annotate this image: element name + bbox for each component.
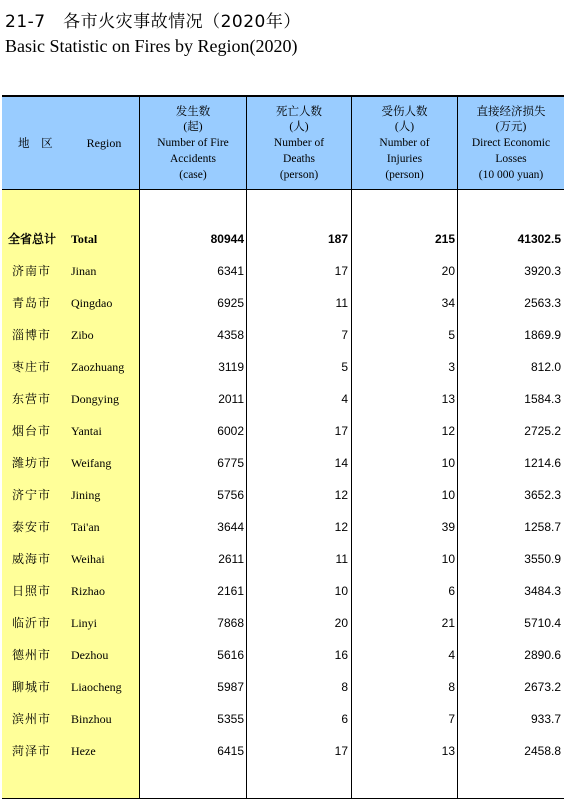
table-row bbox=[2, 607, 564, 639]
header-losses-unit-en: (10 000 yuan) bbox=[478, 169, 544, 181]
region-name-en: Weihai bbox=[71, 552, 105, 566]
header-losses-unit-cn: (万元) bbox=[495, 121, 527, 133]
table-row bbox=[2, 543, 564, 575]
deaths-value: 17 bbox=[334, 744, 348, 758]
injuries-value: 6 bbox=[448, 584, 455, 598]
header-deaths-en1: Number of bbox=[273, 137, 325, 149]
header-deaths-cn: 死亡人数 bbox=[276, 104, 322, 118]
header-losses-en2: Losses bbox=[495, 153, 527, 165]
header-fires-cn: 发生数 bbox=[175, 104, 211, 118]
deaths-value: 11 bbox=[335, 552, 348, 566]
table-row bbox=[2, 671, 564, 703]
deaths-value: 12 bbox=[334, 520, 348, 534]
injuries-value: 215 bbox=[434, 232, 455, 246]
fires-value: 80944 bbox=[210, 232, 244, 246]
fires-value: 6925 bbox=[217, 296, 244, 310]
deaths-value: 5 bbox=[341, 360, 348, 374]
region-name-en: Zibo bbox=[71, 328, 94, 342]
header-fires-unit-cn: (起) bbox=[183, 121, 203, 133]
deaths-value: 12 bbox=[334, 488, 348, 502]
region-name-en: Dezhou bbox=[71, 648, 109, 662]
table-header bbox=[2, 97, 564, 190]
table-row bbox=[2, 703, 564, 735]
injuries-value: 10 bbox=[441, 488, 455, 502]
region-name-cn: 青岛市 bbox=[12, 296, 52, 310]
injuries-value: 13 bbox=[441, 744, 455, 758]
losses-value: 3484.3 bbox=[524, 584, 561, 598]
fires-value: 2611 bbox=[218, 552, 244, 566]
deaths-value: 7 bbox=[341, 328, 348, 342]
region-name-en: Weifang bbox=[71, 456, 112, 470]
region-name-cn: 烟台市 bbox=[12, 424, 52, 438]
table-row bbox=[2, 639, 564, 671]
injuries-value: 34 bbox=[441, 296, 455, 310]
losses-value: 2673.2 bbox=[524, 680, 561, 694]
header-deaths-unit-en: (person) bbox=[279, 169, 319, 181]
losses-value: 1258.7 bbox=[524, 520, 561, 534]
page-title-cn: 21-7 各市火灾事故情况（2020年） bbox=[5, 12, 301, 32]
deaths-value: 10 bbox=[334, 584, 348, 598]
header-deaths-unit-cn: (人) bbox=[289, 121, 309, 133]
fires-value: 5756 bbox=[217, 488, 244, 502]
fires-value: 3119 bbox=[218, 360, 244, 374]
region-name-en: Heze bbox=[71, 744, 96, 758]
losses-value: 1869.9 bbox=[524, 328, 561, 342]
losses-value: 2725.2 bbox=[524, 424, 561, 438]
header-region-cn: 地 区 bbox=[18, 136, 57, 150]
page-title-en: Basic Statistic on Fires by Region(2020) bbox=[5, 36, 298, 56]
header-injuries-unit-cn: (人) bbox=[394, 121, 415, 133]
table-row bbox=[2, 383, 564, 415]
header-region-en: Region bbox=[86, 136, 122, 150]
header-region bbox=[2, 97, 140, 189]
region-name-cn: 淄博市 bbox=[12, 328, 52, 342]
header-losses-cn: 直接经济损失 bbox=[476, 104, 546, 118]
region-name-en: Binzhou bbox=[71, 712, 112, 726]
table-row bbox=[2, 735, 564, 767]
deaths-value: 16 bbox=[334, 648, 348, 662]
header-fires bbox=[140, 97, 247, 189]
injuries-value: 4 bbox=[448, 648, 455, 662]
injuries-value: 10 bbox=[441, 552, 455, 566]
losses-value: 3550.9 bbox=[524, 552, 561, 566]
fires-value: 5616 bbox=[217, 648, 244, 662]
injuries-value: 10 bbox=[441, 456, 455, 470]
region-name-cn: 泰安市 bbox=[12, 520, 52, 534]
fires-value: 6415 bbox=[217, 744, 244, 758]
table-row bbox=[2, 287, 564, 319]
fires-value: 5987 bbox=[217, 680, 244, 694]
table-row bbox=[2, 255, 564, 287]
region-name-cn: 日照市 bbox=[12, 584, 52, 598]
region-name-en: Qingdao bbox=[71, 296, 113, 310]
region-name-cn: 全省总计 bbox=[8, 232, 57, 246]
region-name-cn: 潍坊市 bbox=[12, 456, 52, 470]
fires-value: 4358 bbox=[217, 328, 244, 342]
fires-value: 6341 bbox=[217, 264, 244, 278]
region-name-cn: 菏泽市 bbox=[12, 744, 52, 758]
table-row bbox=[2, 447, 564, 479]
deaths-value: 6 bbox=[341, 712, 348, 726]
losses-value: 3652.3 bbox=[524, 488, 561, 502]
header-losses-en1: Direct Economic bbox=[471, 137, 551, 149]
region-name-en: Jining bbox=[71, 488, 101, 502]
table-row-total bbox=[2, 223, 564, 255]
deaths-value: 4 bbox=[341, 392, 348, 406]
region-name-cn: 东营市 bbox=[12, 392, 52, 406]
losses-value: 3920.3 bbox=[524, 264, 561, 278]
losses-value: 2458.8 bbox=[524, 744, 561, 758]
deaths-value: 187 bbox=[327, 232, 348, 246]
deaths-value: 20 bbox=[334, 616, 348, 630]
injuries-value: 8 bbox=[448, 680, 455, 694]
region-name-cn: 临沂市 bbox=[12, 616, 52, 630]
deaths-value: 17 bbox=[334, 264, 348, 278]
deaths-value: 8 bbox=[341, 680, 348, 694]
deaths-value: 14 bbox=[334, 456, 348, 470]
fires-value: 2161 bbox=[217, 584, 244, 598]
losses-value: 2563.3 bbox=[524, 296, 561, 310]
header-injuries-en2: Injuries bbox=[386, 153, 423, 165]
table-row bbox=[2, 511, 564, 543]
region-name-en: Zaozhuang bbox=[71, 360, 125, 374]
injuries-value: 13 bbox=[441, 392, 455, 406]
table-row bbox=[2, 351, 564, 383]
fires-value: 6002 bbox=[217, 424, 244, 438]
losses-value: 933.7 bbox=[530, 712, 561, 726]
header-fires-en1: Number of Fire bbox=[157, 137, 229, 149]
injuries-value: 7 bbox=[448, 712, 455, 726]
header-injuries-unit-en: (person) bbox=[385, 169, 424, 181]
fires-value: 5355 bbox=[217, 712, 244, 726]
deaths-value: 17 bbox=[334, 424, 348, 438]
injuries-value: 20 bbox=[441, 264, 455, 278]
region-name-en: Liaocheng bbox=[71, 680, 122, 694]
region-name-cn: 德州市 bbox=[12, 648, 52, 662]
table-row bbox=[2, 415, 564, 447]
region-name-en: Jinan bbox=[71, 264, 97, 278]
deaths-value: 11 bbox=[335, 296, 348, 310]
fires-value: 3644 bbox=[217, 520, 244, 534]
losses-value: 41302.5 bbox=[517, 232, 561, 246]
region-name-en: Total bbox=[71, 232, 98, 246]
table-row bbox=[2, 479, 564, 511]
losses-value: 2890.6 bbox=[524, 648, 561, 662]
losses-value: 1584.3 bbox=[524, 392, 561, 406]
losses-value: 5710.4 bbox=[524, 616, 561, 630]
region-name-en: Yantai bbox=[71, 424, 102, 438]
header-injuries bbox=[352, 97, 458, 189]
injuries-value: 3 bbox=[448, 360, 455, 374]
fires-value: 2011 bbox=[218, 392, 244, 406]
header-losses bbox=[458, 97, 564, 189]
region-name-cn: 聊城市 bbox=[12, 680, 52, 694]
fires-value: 6775 bbox=[217, 456, 244, 470]
header-fires-en2: Accidents bbox=[170, 153, 216, 165]
fire-statistics-table bbox=[2, 95, 564, 799]
region-name-en: Tai'an bbox=[71, 520, 100, 534]
region-name-en: Linyi bbox=[71, 616, 97, 630]
header-injuries-cn: 受伤人数 bbox=[381, 104, 428, 118]
header-fires-unit-en: (case) bbox=[179, 169, 207, 181]
region-name-cn: 滨州市 bbox=[12, 712, 52, 726]
region-name-cn: 威海市 bbox=[12, 552, 52, 566]
header-deaths-en2: Deaths bbox=[283, 153, 315, 165]
fires-value: 7868 bbox=[217, 616, 244, 630]
region-name-cn: 济宁市 bbox=[12, 488, 52, 502]
region-name-en: Dongying bbox=[71, 392, 119, 406]
region-name-en: Rizhao bbox=[71, 584, 105, 598]
header-deaths bbox=[247, 97, 352, 189]
losses-value: 812.0 bbox=[530, 360, 561, 374]
table-row bbox=[2, 575, 564, 607]
header-injuries-en1: Number of bbox=[379, 137, 430, 149]
region-name-cn: 枣庄市 bbox=[12, 360, 52, 374]
table-row bbox=[2, 319, 564, 351]
injuries-value: 39 bbox=[441, 520, 455, 534]
injuries-value: 12 bbox=[441, 424, 455, 438]
injuries-value: 5 bbox=[448, 328, 455, 342]
injuries-value: 21 bbox=[441, 616, 455, 630]
region-name-cn: 济南市 bbox=[12, 264, 52, 278]
losses-value: 1214.6 bbox=[524, 456, 561, 470]
